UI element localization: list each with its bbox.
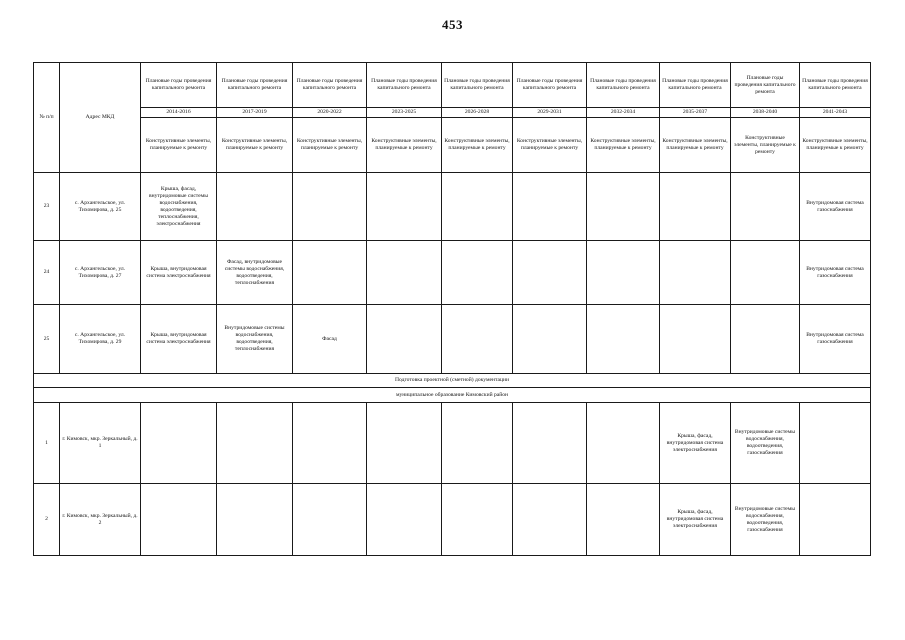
row-cell: [587, 241, 660, 305]
row-cell: [367, 484, 442, 556]
row-cell: Фасад, внутридомовые системы водоснабжения, водоотведения, теплоснабжения: [217, 241, 293, 305]
row-cell: Внутридомовая система газоснабжения: [800, 173, 871, 241]
section-title: Подготовка проектной (сметной) документации: [34, 374, 871, 388]
period-header: 2020-2022: [293, 108, 367, 118]
header-planned: Плановые годы проведения капитального ремонта: [513, 63, 587, 108]
table-row: [34, 484, 871, 556]
row-cell: [513, 305, 587, 374]
row-cell: [442, 484, 513, 556]
row-cell: [587, 403, 660, 484]
row-cell: [442, 173, 513, 241]
row-cell: Внутридомовые системы водоснабжения, водоотведения, теплоснабжения: [217, 305, 293, 374]
row-cell: [513, 484, 587, 556]
table-row: [34, 305, 871, 374]
page-number: 453: [442, 17, 463, 32]
row-cell: [442, 241, 513, 305]
row-cell: [141, 484, 217, 556]
row-cell: Фасад: [293, 305, 367, 374]
row-cell: [141, 403, 217, 484]
row-cell: Внутридомовые системы водоснабжения, водоотведения, газоснабжения: [731, 484, 800, 556]
table-row: [34, 403, 871, 484]
row-cell: [293, 173, 367, 241]
header-planned: Плановые годы проведения капитального ремонта: [217, 63, 293, 108]
row-cell: [442, 305, 513, 374]
elements-header: Конструктивные элементы, планируемые к ремонту: [800, 118, 871, 173]
table-row: [34, 241, 871, 305]
header-planned: Плановые годы проведения капитального ремонта: [442, 63, 513, 108]
elements-header: Конструктивные элементы, планируемые к ремонту: [367, 118, 442, 173]
row-cell: [293, 241, 367, 305]
row-cell: [367, 403, 442, 484]
capital-repair-schedule-table: [33, 62, 871, 556]
row-cell: [513, 173, 587, 241]
row-cell: [367, 305, 442, 374]
row-address: с. Архангельское, ул. Тихомирова, д. 25: [60, 173, 141, 241]
elements-header: Конструктивные элементы, планируемые к ремонту: [513, 118, 587, 173]
row-cell: [293, 484, 367, 556]
row-cell: [587, 173, 660, 241]
elements-header: Конструктивные элементы, планируемые к ремонту: [442, 118, 513, 173]
row-address: с. Архангельское, ул. Тихомирова, д. 27: [60, 241, 141, 305]
row-cell: Крыша, внутридомовая система электроснабжения: [141, 305, 217, 374]
row-cell: [367, 241, 442, 305]
header-row-periods: [34, 108, 871, 118]
subsection-title: муниципальное образование Кимовский район: [34, 388, 871, 403]
row-cell: [367, 173, 442, 241]
row-cell: [800, 403, 871, 484]
row-cell: Крыша, внутридомовая система электроснабжения: [141, 241, 217, 305]
header-address: Адрес МКД: [60, 63, 141, 173]
period-header: 2035-2037: [660, 108, 731, 118]
table-row: [34, 173, 871, 241]
row-number: 23: [34, 173, 60, 241]
elements-header: Конструктивные элементы, планируемые к ремонту: [660, 118, 731, 173]
row-number: 1: [34, 403, 60, 484]
header-num: № п/п: [34, 63, 60, 173]
period-header: 2032-2034: [587, 108, 660, 118]
row-cell: [660, 241, 731, 305]
row-cell: [660, 173, 731, 241]
row-cell: [293, 403, 367, 484]
row-cell: Крыша, фасад, внутридомовая система электроснабжения: [660, 484, 731, 556]
row-cell: [731, 241, 800, 305]
row-address: г. Кимовск, мкр. Зеркальный, д. 1: [60, 403, 141, 484]
row-address: с. Архангельское, ул. Тихомирова, д. 29: [60, 305, 141, 374]
period-header: 2026-2028: [442, 108, 513, 118]
header-planned: Плановые годы проведения капитального ремонта: [587, 63, 660, 108]
header-planned: Плановые годы проведения капитального ремонта: [800, 63, 871, 108]
section-row: [34, 374, 871, 388]
header-planned: Плановые годы проведения капитального ремонта: [660, 63, 731, 108]
header-planned: Плановые годы проведения капитального ремонта: [141, 63, 217, 108]
period-header: 2023-2025: [367, 108, 442, 118]
period-header: 2014-2016: [141, 108, 217, 118]
header-row-elements: [34, 118, 871, 173]
row-cell: [217, 173, 293, 241]
row-cell: [800, 484, 871, 556]
row-number: 25: [34, 305, 60, 374]
row-cell: Внутридомовые системы водоснабжения, водоотведения, газоснабжения: [731, 403, 800, 484]
subsection-row: [34, 388, 871, 403]
elements-header: Конструктивные элементы, планируемые к ремонту: [217, 118, 293, 173]
elements-header: Конструктивные элементы, планируемые к ремонту: [141, 118, 217, 173]
elements-header: Конструктивные элементы, планируемые к ремонту: [587, 118, 660, 173]
row-number: 24: [34, 241, 60, 305]
elements-header: Конструктивные элементы, планируемые к ремонту: [293, 118, 367, 173]
period-header: 2029-2031: [513, 108, 587, 118]
elements-header: Конструктивные элементы, планируемые к ремонту: [731, 118, 800, 173]
row-number: 2: [34, 484, 60, 556]
row-address: г. Кимовск, мкр. Зеркальный, д. 2: [60, 484, 141, 556]
period-header: 2017-2019: [217, 108, 293, 118]
row-cell: [442, 403, 513, 484]
period-header: 2038-2040: [731, 108, 800, 118]
row-cell: Внутридомовая система газоснабжения: [800, 241, 871, 305]
header-planned: Плановые годы проведения капитального ремонта: [293, 63, 367, 108]
row-cell: Крыша, фасад, внутридомовая система электроснабжения: [660, 403, 731, 484]
header-planned: Плановые годы проведения капитального ремонта: [367, 63, 442, 108]
row-cell: Крыша, фасад, внутридомовые системы водоснабжения, водоотведения, теплоснабжения, электроснабжения: [141, 173, 217, 241]
row-cell: [217, 403, 293, 484]
row-cell: [513, 241, 587, 305]
row-cell: [587, 305, 660, 374]
row-cell: [731, 173, 800, 241]
row-cell: Внутридомовая система газоснабжения: [800, 305, 871, 374]
header-row-planned: [34, 63, 871, 108]
period-header: 2041-2043: [800, 108, 871, 118]
row-cell: [660, 305, 731, 374]
row-cell: [587, 484, 660, 556]
row-cell: [513, 403, 587, 484]
row-cell: [217, 484, 293, 556]
header-planned: Плановые годы проведения капитального ремонта: [731, 63, 800, 108]
row-cell: [731, 305, 800, 374]
